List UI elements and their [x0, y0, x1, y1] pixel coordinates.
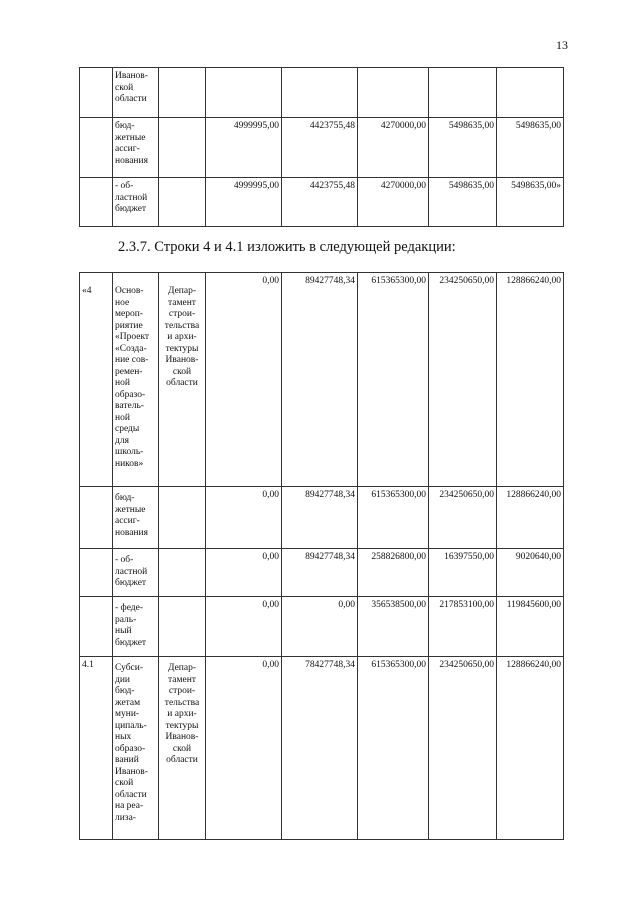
row-agency: [159, 68, 206, 118]
table-row: [80, 178, 564, 227]
row-label: - феде- раль- ный бюджет: [113, 597, 159, 657]
value-cell: 0,00: [206, 597, 282, 657]
row-number: [80, 68, 113, 118]
row-agency: [159, 549, 206, 597]
row-number: [80, 118, 113, 178]
value-cell: 119845600,00: [497, 597, 564, 657]
value-cell: 5498635,00: [429, 178, 497, 227]
value-cell: 356538500,00: [358, 597, 429, 657]
value-cell: 4423755,48: [282, 178, 358, 227]
table-row: [80, 549, 564, 597]
amendment-instruction: 2.3.7. Строки 4 и 4.1 изложить в следующей редакции:: [118, 239, 456, 255]
value-cell: 217853100,00: [429, 597, 497, 657]
value-cell: 128866240,00: [497, 273, 564, 487]
row-agency: Депар- тамент строи- тельства и архи- тектуры Иванов- ской области: [159, 273, 206, 487]
row-number: «4: [80, 273, 113, 487]
row-label: Субси- дии бюд- жетам муни- ципаль- ных образо- ваний Иванов- ской области на реа- лиза-: [113, 657, 159, 840]
value-cell: 4270000,00: [358, 178, 429, 227]
budget-table-continued: [79, 67, 564, 227]
value-cell: 4270000,00: [358, 118, 429, 178]
value-cell: 0,00: [206, 549, 282, 597]
value-cell: 5498635,00: [497, 118, 564, 178]
value-cell: 4999995,00: [206, 178, 282, 227]
value-cell: 234250650,00: [429, 487, 497, 549]
table-row: [80, 657, 564, 840]
row-number: 4.1: [80, 657, 113, 840]
value-cell: [282, 68, 358, 118]
page-number: 13: [556, 38, 568, 52]
value-cell: 615365300,00: [358, 273, 429, 487]
row-agency: [159, 118, 206, 178]
value-cell: 0,00: [206, 657, 282, 840]
value-cell: 89427748,34: [282, 273, 358, 487]
value-cell: [206, 68, 282, 118]
row-label: бюд- жетные ассиг- нования: [113, 487, 159, 549]
table-row: [80, 118, 564, 178]
value-cell: 4999995,00: [206, 118, 282, 178]
value-cell: [429, 68, 497, 118]
row-label: бюд- жетные ассиг- нования: [113, 118, 159, 178]
value-cell: 234250650,00: [429, 657, 497, 840]
value-cell: 89427748,34: [282, 549, 358, 597]
value-cell: 128866240,00: [497, 487, 564, 549]
row-agency: [159, 487, 206, 549]
value-cell: 0,00: [282, 597, 358, 657]
value-cell: 5498635,00: [429, 118, 497, 178]
row-number: [80, 549, 113, 597]
value-cell: [497, 68, 564, 118]
row-agency: [159, 597, 206, 657]
table-row: [80, 597, 564, 657]
value-cell: 615365300,00: [358, 657, 429, 840]
value-cell: 89427748,34: [282, 487, 358, 549]
value-cell: 128866240,00: [497, 657, 564, 840]
row-label: - об- ластной бюджет: [113, 549, 159, 597]
table-row: [80, 487, 564, 549]
value-cell: 615365300,00: [358, 487, 429, 549]
row-label: Иванов- ской области: [113, 68, 159, 118]
row-number: [80, 178, 113, 227]
table-row: [80, 273, 564, 487]
value-cell: 78427748,34: [282, 657, 358, 840]
value-cell: 0,00: [206, 273, 282, 487]
value-cell: [358, 68, 429, 118]
budget-table-new-rows: [79, 272, 564, 840]
table-row: [80, 68, 564, 118]
row-label: - об- ластной бюджет: [113, 178, 159, 227]
value-cell: 16397550,00: [429, 549, 497, 597]
value-cell: 5498635,00»: [497, 178, 564, 227]
value-cell: 0,00: [206, 487, 282, 549]
row-agency: [159, 178, 206, 227]
row-number: [80, 597, 113, 657]
value-cell: 4423755,48: [282, 118, 358, 178]
row-label: Основ- ное мероп- риятие «Проект «Созда- ние сов- ремен- ной образо- ватель- ной среды для школь- ников»: [113, 273, 159, 487]
row-number: [80, 487, 113, 549]
row-agency: Депар- тамент строи- тельства и архи- тектуры Иванов- ской области: [159, 657, 206, 840]
value-cell: 9020640,00: [497, 549, 564, 597]
value-cell: 234250650,00: [429, 273, 497, 487]
value-cell: 258826800,00: [358, 549, 429, 597]
